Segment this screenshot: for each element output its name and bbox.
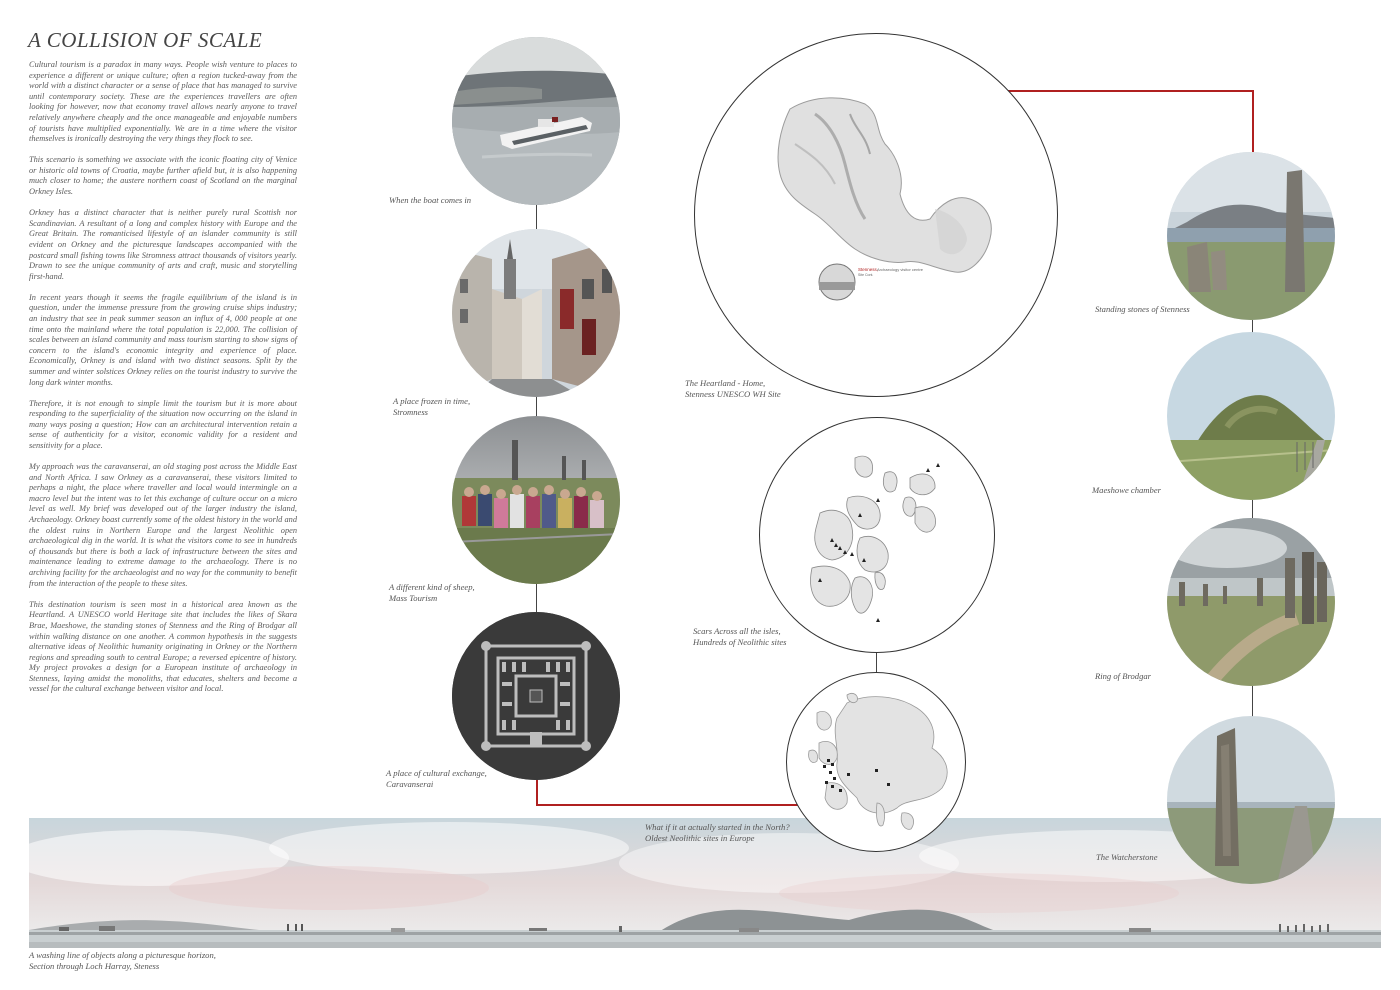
red-connector (1008, 90, 1254, 92)
map-place-label: Stenness, (858, 267, 879, 272)
caption-line: A place of cultural exchange, (386, 768, 487, 778)
essay (29, 60, 297, 706)
caption-line: Mass Tourism (389, 592, 438, 603)
boat-photo (452, 37, 620, 205)
essay-paragraph: Cultural tourism is a paradox in many ways. People wish venture to places to experience a different or unique culture; often a region tucked-away from the world with a distinct character or a sense of place that has managed to survive until contemporary society. These are the experiences travellers are often looking for however, now that economy travel allows nearly anyone to travel relatively anywhere cheaply and the once manageable and enjoyable numbers of tourists have multiplied exponentially. We are in a time where the visitor themselves is ironically destroying the very things they flock to see. (29, 60, 297, 144)
tourists-photo (452, 416, 620, 584)
caption-line: What if it at actually started in the North? (645, 822, 790, 832)
red-connector (536, 779, 538, 805)
essay-paragraph: This destination tourism is seen most in a historical area known as the Heartland. A UNESCO world Heritage site that includes the likes of Skara Brae, Maeshowe, the standing stones of Stenness and the Ring of Brodgar all within walking distance on one another. A common hypothesis in the suggests alternative ideas of Neolithic humanity originating in Orkney or the Northern regions and spreading south to central Europe; a reversed epicentre of history. My project provokes a design for a European institute of archaeology in Stenness, laying amidst the monoliths, that educates, shelters and become a vessel for the cultural exchange between visitor and local. (29, 599, 297, 694)
caravanserai-plan (452, 612, 620, 780)
caption-stromness (393, 396, 470, 417)
connector-line (1252, 683, 1253, 717)
caption-line: Caravanserai (386, 778, 434, 789)
essay-paragraph: Orkney has a distinct character that is neither purely rural Scottish nor Scandinavian. A resultant of a long and complex history with Europe and the Great Britain. The romanticised lifestyle of an islander community is still evident on Orkney and the picturesque landscapes accompanied with the postcard small fishing towns like Stromness attract thousands of visitors yearly. Drawn to see the unique community of arts and craft, music and storytelling first-hand. (29, 208, 297, 281)
connector-line (536, 583, 537, 613)
essay-paragraph: This scenario is something we associate with the iconic floating city of Venice or historic old towns of Croatia, maybe further afield but, it is also happening much closer to home; the austere northern coast of Scotland on the marginal Orkney Isles. (29, 155, 297, 197)
essay-paragraph: My approach was the caravanserai, an old staging post across the Middle East and North Africa. I saw Orkney as a caravanserai, these visitors limited to perhaps a night, the place where traveller and local would intermingle on a macro level but the intent was to let this exchange of culture occur on a micro level as well. My brief was developed out of the larger industry the island, Archaeology. Orkney boast currently some of the oldest history in the world and the oldest ruins in Northern Europe and the largest Neolithic open archaeological dig in the world. It is what the visitors come to see in hundreds of thousands but there is both a lack of infrastructure between the sites and maintenance leading to extreme damage to the archaeology. There is no archiving facility for the archaeologist and no way for the community to benefit from the interaction of the people to these sites. (29, 462, 297, 588)
caption-line: Scars Across all the isles, (693, 626, 781, 636)
essay-paragraph: In recent years though it seems the fragile equilibrium of the island is in question, under the immense pressure from the growing cruise ships industry; an industry that see in peak summer season an influx of 4, 000 people at one time onto the mainland where the total population is 22,000. The collision of scales between an island community and mass tourism starting to show signs of concern to the island's economic integrity and experience of place. Economically, Orkney is and island with two distinct seasons. Split by the summer and winter solstices Orkney relies on the tourist industry to survive the long dark winter months. (29, 292, 297, 387)
connector-line (536, 203, 537, 230)
stromness-photo (452, 229, 620, 397)
caption-scars (693, 626, 787, 647)
caption-line: A washing line of objects along a picturesque horizon, (29, 950, 216, 960)
connector-line (1252, 498, 1253, 518)
essay-paragraph: Therefore, it is not enough to simple limit the tourism but it is more about responding to the superficiality of the situation now occurring on the island in many ways posing a question; How can an architectural intervention retain a sense of authenticity for a visitor, economic validity for a resident and sensitivity for a place. (29, 398, 297, 450)
caption-boat (389, 195, 471, 206)
stenness-stones-photo (1167, 152, 1335, 320)
caption-line: A place frozen in time, (393, 396, 471, 406)
caption-brodgar (1095, 671, 1151, 682)
page-title: A COLLISION OF SCALE (28, 28, 263, 52)
connector-line (536, 397, 537, 417)
caption-line: Section through Loch Harray, Steness (29, 960, 160, 971)
caption-horizon (29, 950, 216, 971)
map-desc-label: Archaeology visitor centre (877, 267, 924, 272)
connector-line (876, 653, 877, 673)
caption-heartland (685, 378, 781, 399)
heartland-map (694, 33, 1058, 397)
caption-line: Standing stones of Stenness (1095, 304, 1190, 314)
caption-maeshowe (1092, 485, 1161, 496)
caption-sheep (389, 582, 475, 603)
caption-line: Stenness UNESCO WH Site (685, 388, 781, 399)
caption-line: The Watcherstone (1096, 852, 1158, 862)
caption-line: When the boat comes in (389, 195, 472, 205)
caption-line: Maeshowe chamber (1092, 485, 1161, 495)
isles-map (759, 417, 995, 653)
map-sub-label: Site Cont. (858, 273, 874, 277)
caption-line: Oldest Neolithic sites in Europe (645, 832, 755, 843)
caption-line: Ring of Brodgar (1095, 671, 1152, 681)
caption-line: Hundreds of Neolithic sites (693, 636, 787, 647)
watcherstone-photo (1167, 716, 1335, 884)
caption-line: Stromness (393, 406, 429, 417)
caption-line: A different kind of sheep, (389, 582, 475, 592)
red-connector (1252, 90, 1254, 152)
caption-standing (1095, 304, 1190, 315)
caption-watcherstone (1096, 852, 1158, 863)
europe-map (786, 672, 966, 852)
red-connector (536, 804, 800, 806)
brodgar-photo (1167, 518, 1335, 686)
caption-caravanserai (386, 768, 487, 789)
maeshowe-photo (1167, 332, 1335, 500)
caption-line: The Heartland - Home, (685, 378, 766, 388)
caption-north (645, 822, 790, 843)
